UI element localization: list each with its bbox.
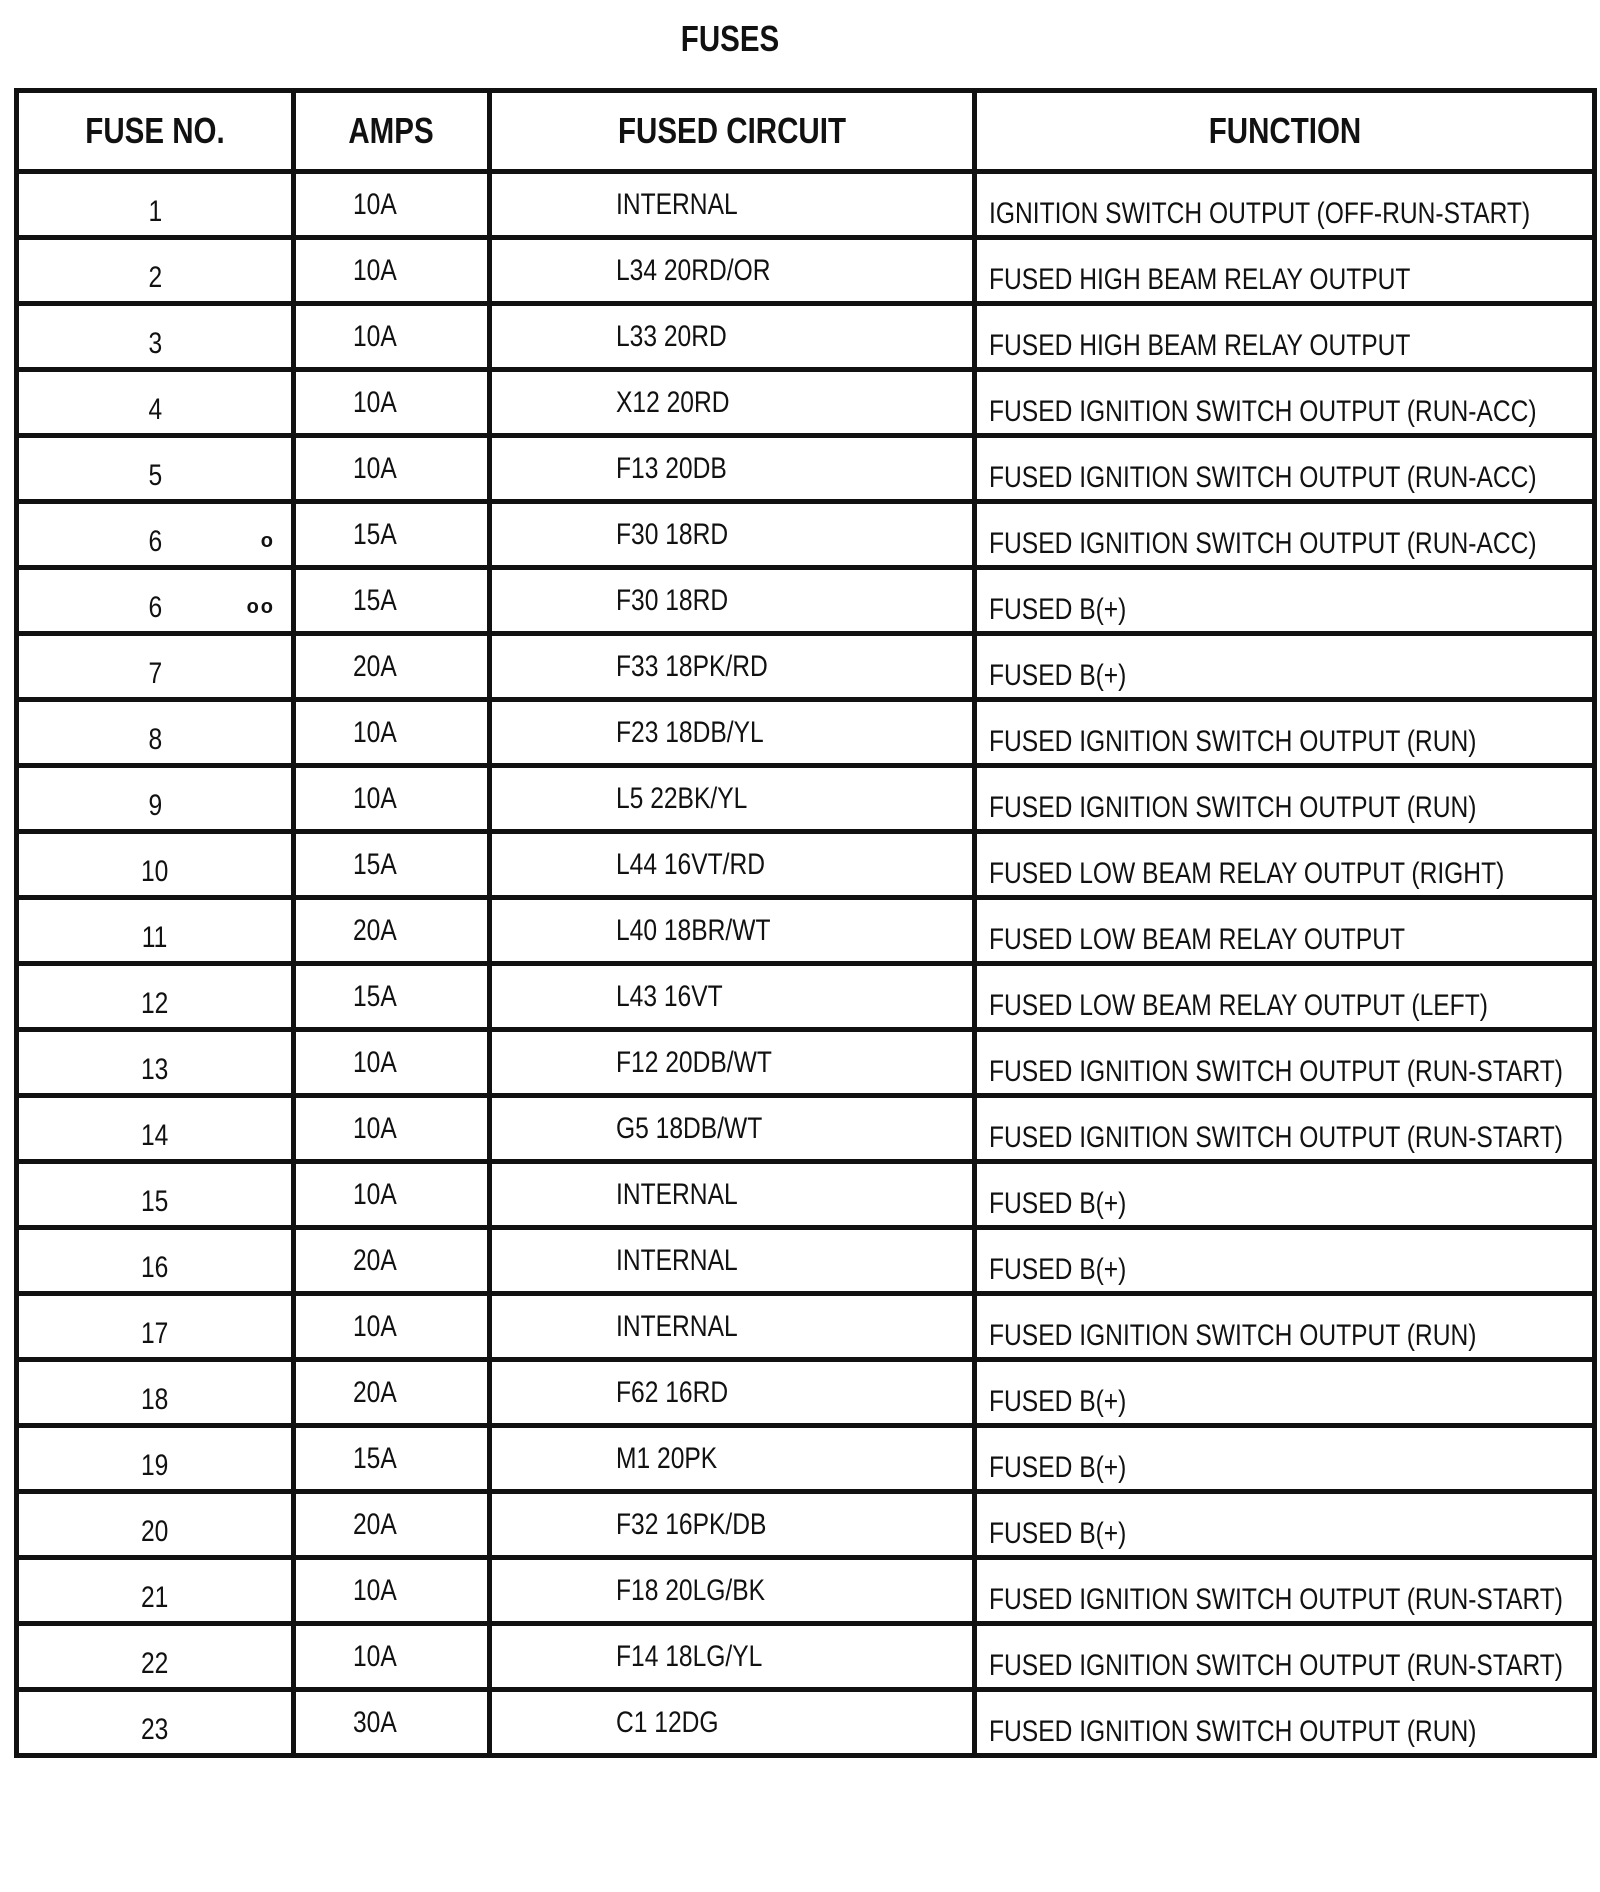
fuse-no-cell <box>17 1624 294 1690</box>
function: FUSED IGNITION SWITCH OUTPUT (RUN-ACC) <box>989 461 1537 494</box>
amps-cell <box>294 172 490 238</box>
fused-circuit: F12 20DB/WT <box>616 1046 772 1079</box>
amps: 20A <box>353 914 397 947</box>
fuse-no-cell <box>17 1228 294 1294</box>
fused-circuit-cell <box>490 238 975 304</box>
fuse-no: 10 <box>141 855 169 888</box>
header-function: FUNCTION <box>975 91 1595 172</box>
fuse-no: 17 <box>141 1317 169 1350</box>
fuse-no-cell <box>17 1096 294 1162</box>
header-fuse-no: FUSE NO. <box>17 91 294 172</box>
header-row <box>17 91 1595 172</box>
fuse-no-cell <box>17 238 294 304</box>
function: FUSED IGNITION SWITCH OUTPUT (RUN) <box>989 1715 1477 1748</box>
function-cell <box>975 1162 1595 1228</box>
fused-circuit-cell <box>490 1228 975 1294</box>
table-row <box>17 568 1595 634</box>
table-row <box>17 172 1595 238</box>
page-title: FUSES <box>680 18 780 59</box>
fused-circuit: L5 22BK/YL <box>616 782 748 815</box>
table-row <box>17 1294 1595 1360</box>
function-cell <box>975 700 1595 766</box>
fuse-no: 3 <box>148 327 162 360</box>
fused-circuit-cell <box>490 304 975 370</box>
fused-circuit-cell <box>490 634 975 700</box>
function-cell <box>975 370 1595 436</box>
fused-circuit-cell <box>490 436 975 502</box>
function: FUSED IGNITION SWITCH OUTPUT (RUN) <box>989 791 1477 824</box>
function-cell <box>975 1558 1595 1624</box>
fused-circuit: INTERNAL <box>616 1244 738 1277</box>
amps-cell <box>294 568 490 634</box>
function: FUSED IGNITION SWITCH OUTPUT (RUN-START) <box>989 1121 1563 1154</box>
table-row <box>17 502 1595 568</box>
amps: 20A <box>353 650 397 683</box>
fused-circuit-cell <box>490 172 975 238</box>
fused-circuit-cell <box>490 898 975 964</box>
function-cell <box>975 766 1595 832</box>
fused-circuit-cell <box>490 700 975 766</box>
function-cell <box>975 1096 1595 1162</box>
function-cell <box>975 634 1595 700</box>
table-row <box>17 370 1595 436</box>
fused-circuit: L34 20RD/OR <box>616 254 771 287</box>
function: FUSED IGNITION SWITCH OUTPUT (RUN) <box>989 1319 1477 1352</box>
amps-cell <box>294 304 490 370</box>
function: FUSED B(+) <box>989 1253 1127 1286</box>
fuse-no-cell <box>17 1294 294 1360</box>
table-row <box>17 964 1595 1030</box>
amps: 20A <box>353 1508 397 1541</box>
amps-cell <box>294 766 490 832</box>
function: FUSED B(+) <box>989 1385 1127 1418</box>
function: FUSED IGNITION SWITCH OUTPUT (RUN-ACC) <box>989 395 1537 428</box>
fuse-no: 1 <box>148 195 162 228</box>
fuse-no-cell <box>17 766 294 832</box>
amps-cell <box>294 1558 490 1624</box>
amps-cell <box>294 238 490 304</box>
fuse-no: 15 <box>141 1185 169 1218</box>
fused-circuit-cell <box>490 502 975 568</box>
function-cell <box>975 304 1595 370</box>
table-row <box>17 1360 1595 1426</box>
fuse-no: 20 <box>141 1515 169 1548</box>
amps: 30A <box>353 1706 397 1739</box>
fuse-no-cell <box>17 1162 294 1228</box>
fuse-no-cell <box>17 1492 294 1558</box>
amps-cell <box>294 1624 490 1690</box>
fused-circuit-cell <box>490 1426 975 1492</box>
fuse-no-cell <box>17 370 294 436</box>
amps: 15A <box>353 1442 397 1475</box>
table-row <box>17 1426 1595 1492</box>
fused-circuit-cell <box>490 832 975 898</box>
amps-cell <box>294 832 490 898</box>
fused-circuit-cell <box>490 1162 975 1228</box>
fuse-no-cell <box>17 172 294 238</box>
fused-circuit: F32 16PK/DB <box>616 1508 767 1541</box>
function: FUSED B(+) <box>989 1451 1127 1484</box>
amps-cell <box>294 1030 490 1096</box>
fuse-no: 16 <box>141 1251 169 1284</box>
amps-cell <box>294 964 490 1030</box>
fuse-no-cell <box>17 832 294 898</box>
function-cell <box>975 172 1595 238</box>
fuse-no-cell <box>17 1360 294 1426</box>
fuse-no: 19 <box>141 1449 169 1482</box>
table-row <box>17 1558 1595 1624</box>
fuse-no-cell <box>17 436 294 502</box>
table-row <box>17 1492 1595 1558</box>
fused-circuit: F33 18PK/RD <box>616 650 768 683</box>
amps: 10A <box>353 320 397 353</box>
amps: 10A <box>353 254 397 287</box>
table-row <box>17 1690 1595 1756</box>
fused-circuit: L44 16VT/RD <box>616 848 766 881</box>
table-row <box>17 832 1595 898</box>
amps: 15A <box>353 518 397 551</box>
fuse-table-body <box>17 172 1595 1756</box>
fused-circuit: INTERNAL <box>616 1310 738 1343</box>
amps: 15A <box>353 584 397 617</box>
fused-circuit: F14 18LG/YL <box>616 1640 763 1673</box>
table-row <box>17 436 1595 502</box>
header-amps: AMPS <box>294 91 490 172</box>
function-cell <box>975 1624 1595 1690</box>
fused-circuit: F30 18RD <box>616 584 729 617</box>
fused-circuit-cell <box>490 370 975 436</box>
fused-circuit: F30 18RD <box>616 518 729 551</box>
fused-circuit-cell <box>490 1294 975 1360</box>
fuse-no-cell <box>17 964 294 1030</box>
function-cell <box>975 502 1595 568</box>
function-cell <box>975 1690 1595 1756</box>
fused-circuit: L40 18BR/WT <box>616 914 771 947</box>
amps-cell <box>294 1690 490 1756</box>
amps: 10A <box>353 782 397 815</box>
fuse-no: 6 <box>148 591 162 624</box>
fuse-no: 14 <box>141 1119 169 1152</box>
amps: 10A <box>353 386 397 419</box>
function: FUSED IGNITION SWITCH OUTPUT (RUN-START) <box>989 1055 1563 1088</box>
fuse-no: 7 <box>148 657 162 690</box>
fused-circuit-cell <box>490 766 975 832</box>
fused-circuit: INTERNAL <box>616 188 738 221</box>
fuse-no: 9 <box>148 789 162 822</box>
function-cell <box>975 1294 1595 1360</box>
amps-cell <box>294 502 490 568</box>
fuse-no: 21 <box>141 1581 169 1614</box>
amps: 10A <box>353 1046 397 1079</box>
fused-circuit-cell <box>490 1096 975 1162</box>
fused-circuit: F18 20LG/BK <box>616 1574 766 1607</box>
amps: 20A <box>353 1376 397 1409</box>
amps: 10A <box>353 1640 397 1673</box>
fused-circuit-cell <box>490 1492 975 1558</box>
fused-circuit-cell <box>490 1690 975 1756</box>
fused-circuit-cell <box>490 1030 975 1096</box>
function-cell <box>975 1360 1595 1426</box>
amps: 10A <box>353 1178 397 1211</box>
footnote-marker: oo <box>246 596 275 618</box>
fuse-no-cell <box>17 700 294 766</box>
amps-cell <box>294 898 490 964</box>
amps-cell <box>294 1426 490 1492</box>
amps-cell <box>294 634 490 700</box>
function: FUSED LOW BEAM RELAY OUTPUT (LEFT) <box>989 989 1488 1022</box>
function: FUSED B(+) <box>989 1517 1127 1550</box>
table-row <box>17 1228 1595 1294</box>
function: FUSED IGNITION SWITCH OUTPUT (RUN-ACC) <box>989 527 1537 560</box>
function: FUSED IGNITION SWITCH OUTPUT (RUN-START) <box>989 1649 1563 1682</box>
amps-cell <box>294 1096 490 1162</box>
function: FUSED B(+) <box>989 593 1127 626</box>
function-cell <box>975 898 1595 964</box>
footnote-marker: o <box>260 530 275 552</box>
amps: 10A <box>353 1574 397 1607</box>
table-row <box>17 1624 1595 1690</box>
table-row <box>17 766 1595 832</box>
table-row <box>17 700 1595 766</box>
amps: 15A <box>353 848 397 881</box>
amps-cell <box>294 370 490 436</box>
table-row <box>17 1162 1595 1228</box>
fuse-table <box>14 88 1597 1758</box>
amps-cell <box>294 1492 490 1558</box>
fused-circuit: F13 20DB <box>616 452 727 485</box>
fuse-no: 6 <box>148 525 162 558</box>
function: FUSED LOW BEAM RELAY OUTPUT <box>989 923 1405 956</box>
amps: 10A <box>353 188 397 221</box>
function-cell <box>975 568 1595 634</box>
fused-circuit: G5 18DB/WT <box>616 1112 763 1145</box>
amps-cell <box>294 1294 490 1360</box>
fuse-no-cell <box>17 568 294 634</box>
function-cell <box>975 238 1595 304</box>
fuse-no: 18 <box>141 1383 169 1416</box>
fuse-no-cell <box>17 502 294 568</box>
function: FUSED B(+) <box>989 1187 1127 1220</box>
fuse-no: 5 <box>148 459 162 492</box>
table-row <box>17 1096 1595 1162</box>
function: FUSED HIGH BEAM RELAY OUTPUT <box>989 329 1411 362</box>
function-cell <box>975 1030 1595 1096</box>
amps-cell <box>294 1228 490 1294</box>
fuse-no: 13 <box>141 1053 169 1086</box>
fuse-no: 8 <box>148 723 162 756</box>
fuse-no-cell <box>17 304 294 370</box>
fused-circuit: F62 16RD <box>616 1376 729 1409</box>
function: FUSED IGNITION SWITCH OUTPUT (RUN) <box>989 725 1477 758</box>
function: FUSED IGNITION SWITCH OUTPUT (RUN-START) <box>989 1583 1563 1616</box>
fuse-no-cell <box>17 1426 294 1492</box>
fused-circuit: X12 20RD <box>616 386 730 419</box>
amps-cell <box>294 436 490 502</box>
amps: 10A <box>353 1310 397 1343</box>
function-cell <box>975 1228 1595 1294</box>
function-cell <box>975 964 1595 1030</box>
fused-circuit-cell <box>490 1360 975 1426</box>
fuse-no-cell <box>17 1558 294 1624</box>
function-cell <box>975 436 1595 502</box>
fuse-no-cell <box>17 1690 294 1756</box>
header-fused-circuit: FUSED CIRCUIT <box>490 91 975 172</box>
fused-circuit: C1 12DG <box>616 1706 719 1739</box>
amps: 20A <box>353 1244 397 1277</box>
amps: 10A <box>353 1112 397 1145</box>
fused-circuit-cell <box>490 1624 975 1690</box>
fused-circuit-cell <box>490 1558 975 1624</box>
amps-cell <box>294 1162 490 1228</box>
function: FUSED HIGH BEAM RELAY OUTPUT <box>989 263 1411 296</box>
amps: 10A <box>353 716 397 749</box>
fuse-no: 2 <box>148 261 162 294</box>
function-cell <box>975 1426 1595 1492</box>
function: FUSED B(+) <box>989 659 1127 692</box>
function: IGNITION SWITCH OUTPUT (OFF-RUN-START) <box>989 197 1531 230</box>
amps: 10A <box>353 452 397 485</box>
fuse-no-cell <box>17 634 294 700</box>
fused-circuit: INTERNAL <box>616 1178 738 1211</box>
function-cell <box>975 832 1595 898</box>
amps-cell <box>294 700 490 766</box>
fused-circuit-cell <box>490 964 975 1030</box>
fuse-no: 12 <box>141 987 169 1020</box>
fused-circuit: L33 20RD <box>616 320 727 353</box>
fuse-no: 22 <box>141 1647 169 1680</box>
fused-circuit-cell <box>490 568 975 634</box>
amps: 15A <box>353 980 397 1013</box>
table-row <box>17 1030 1595 1096</box>
function: FUSED LOW BEAM RELAY OUTPUT (RIGHT) <box>989 857 1505 890</box>
table-row <box>17 238 1595 304</box>
fuse-no-cell <box>17 1030 294 1096</box>
fuse-no: 23 <box>141 1713 169 1746</box>
fused-circuit: L43 16VT <box>616 980 723 1013</box>
fuse-no: 4 <box>148 393 162 426</box>
fuse-no-cell <box>17 898 294 964</box>
fused-circuit: M1 20PK <box>616 1442 718 1475</box>
fused-circuit: F23 18DB/YL <box>616 716 764 749</box>
fuse-no: 11 <box>142 921 168 954</box>
table-row <box>17 634 1595 700</box>
function-cell <box>975 1492 1595 1558</box>
amps-cell <box>294 1360 490 1426</box>
table-row <box>17 898 1595 964</box>
table-row <box>17 304 1595 370</box>
